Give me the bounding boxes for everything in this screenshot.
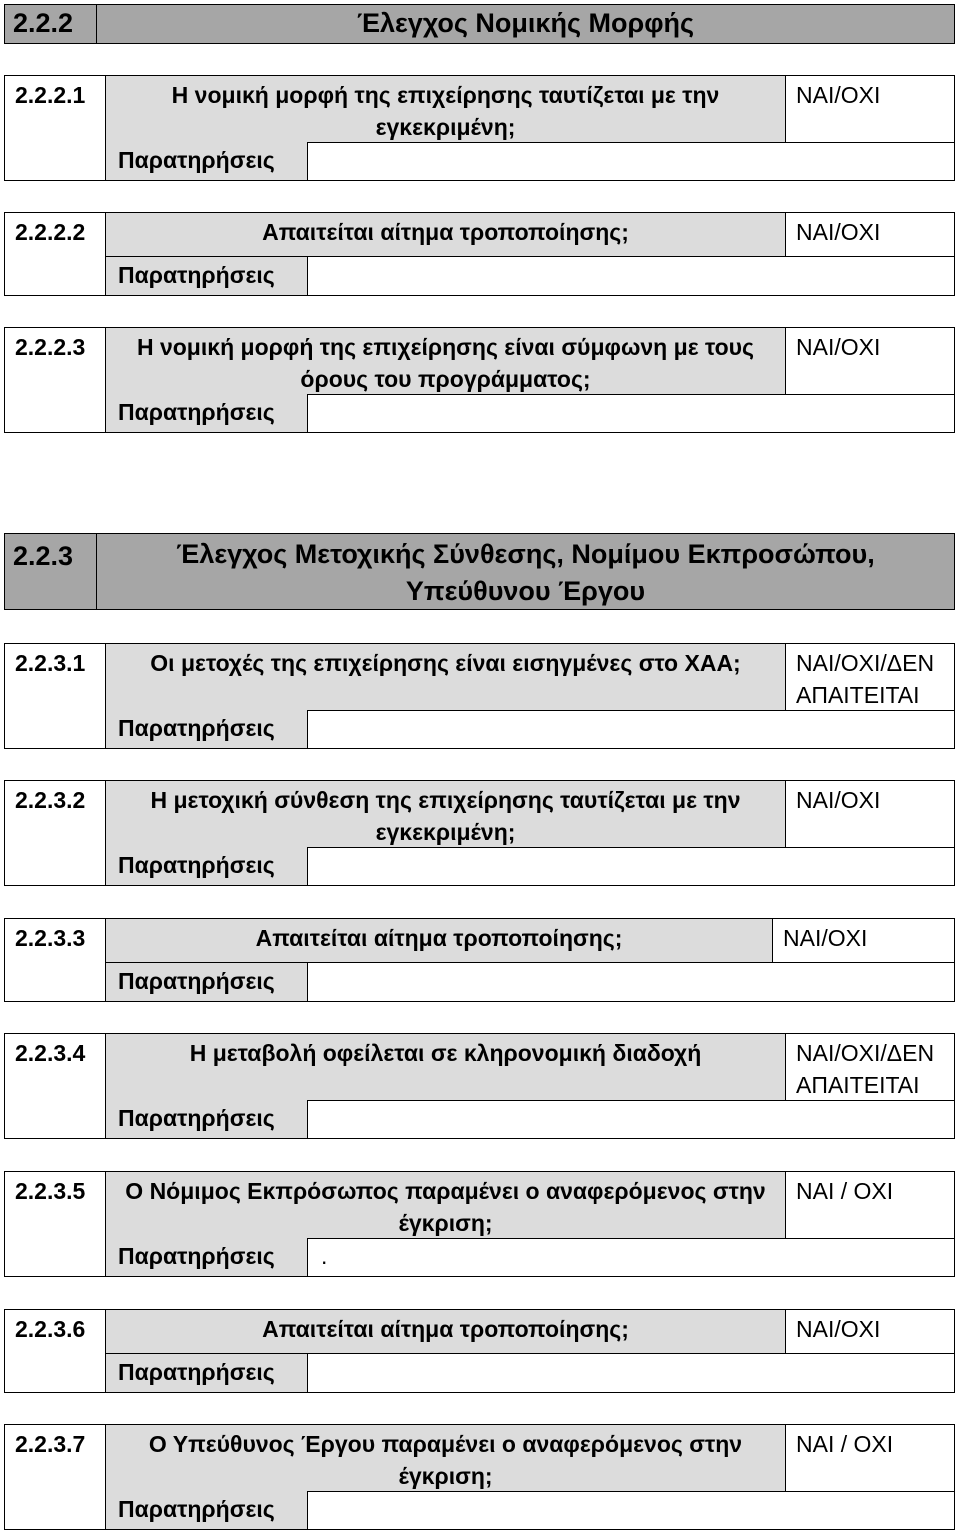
item-id: 2.2.2.1 <box>15 82 86 108</box>
item-answer[interactable]: ΝΑΙ/ΟΧΙ <box>784 1310 954 1354</box>
question-line-2: έγκριση; <box>398 1463 493 1489</box>
checklist-item-2-2-2-2 <box>4 212 955 296</box>
section-number: 2.2.3 <box>5 534 97 609</box>
item-answer[interactable]: ΝΑΙ / ΟΧΙ <box>784 1172 954 1239</box>
checklist-item-2-2-3-6 <box>4 1309 955 1393</box>
observations-label: Παρατηρήσεις <box>105 142 308 180</box>
checklist-item-2-2-3-1 <box>4 643 955 749</box>
checklist-item-2-2-3-7 <box>4 1424 955 1530</box>
observations-label: Παρατηρήσεις <box>105 847 308 885</box>
item-answer[interactable]: ΝΑΙ/ΟΧΙ <box>784 328 954 395</box>
question-line-1: Η νομική μορφή της επιχείρησης ταυτίζεται με την <box>171 82 720 108</box>
item-question <box>105 1310 786 1354</box>
item-question <box>105 213 786 257</box>
observations-label: Παρατηρήσεις <box>105 1354 308 1392</box>
section-title: Έλεγχος Νομικής Μορφής <box>356 8 695 38</box>
item-question <box>105 1425 786 1492</box>
answer-line-2: ΑΠΑΙΤΕΙΤΑΙ <box>796 682 920 708</box>
observations-label: Παρατηρήσεις <box>105 1491 308 1529</box>
observations-label: Παρατηρήσεις <box>105 710 308 748</box>
question-line-1: Η νομική μορφή της επιχείρησης είναι σύμφωνη με τους <box>136 334 755 360</box>
checklist-item-2-2-2-1 <box>4 75 955 181</box>
item-question <box>105 1172 786 1239</box>
item-id: 2.2.3.2 <box>15 787 86 813</box>
item-question <box>105 919 773 963</box>
item-answer[interactable]: ΝΑΙ / ΟΧΙ <box>784 1425 954 1492</box>
question-line-2: έγκριση; <box>398 1210 493 1236</box>
observations-label: Παρατηρήσεις <box>105 257 308 295</box>
item-id: 2.2.3.6 <box>15 1316 86 1342</box>
checklist-item-2-2-3-5 <box>4 1171 955 1277</box>
item-id: 2.2.3.3 <box>15 925 86 951</box>
question-line-1: Απαιτείται αίτημα τροποποίησης; <box>255 925 623 951</box>
question-line-1: Απαιτείται αίτημα τροποποίησης; <box>262 1316 629 1342</box>
checklist-item-2-2-3-4 <box>4 1033 955 1139</box>
observations-label: Παρατηρήσεις <box>105 963 308 1001</box>
item-answer[interactable] <box>784 644 954 711</box>
item-id: 2.2.3.7 <box>15 1431 86 1457</box>
question-line-2: εγκεκριμένη; <box>375 819 516 845</box>
item-answer[interactable]: ΝΑΙ/ΟΧΙ <box>784 781 954 848</box>
question-line-2: όρους του προγράμματος; <box>300 366 591 392</box>
question-line-1: Οι μετοχές της επιχείρησης είναι εισηγμένες στο ΧΑΑ; <box>150 650 741 676</box>
item-id: 2.2.3.1 <box>15 650 86 676</box>
item-answer[interactable]: ΝΑΙ/ΟΧΙ <box>784 213 954 257</box>
checklist-item-2-2-3-3 <box>4 918 955 1002</box>
item-question <box>105 781 786 848</box>
observations-value[interactable]: . <box>321 1243 328 1269</box>
question-line-1: Ο Νόμιμος Εκπρόσωπος παραμένει ο αναφερόμενος στην <box>125 1178 766 1204</box>
observations-label: Παρατηρήσεις <box>105 1238 308 1276</box>
item-id: 2.2.3.5 <box>15 1178 86 1204</box>
item-question <box>105 1034 786 1101</box>
question-line-1: Ο Υπεύθυνος Έργου παραμένει ο αναφερόμενος στην <box>148 1431 743 1457</box>
item-id: 2.2.2.2 <box>15 219 86 245</box>
section-header-2-2-3 <box>4 533 955 610</box>
answer-line-2: ΑΠΑΙΤΕΙΤΑΙ <box>796 1072 920 1098</box>
question-line-1: Απαιτείται αίτημα τροποποίησης; <box>262 219 629 245</box>
item-answer[interactable] <box>784 1034 954 1101</box>
question-line-1: Η μετοχική σύνθεση της επιχείρησης ταυτίζεται με την <box>150 787 741 813</box>
checklist-item-2-2-2-3 <box>4 327 955 433</box>
section-title <box>97 534 954 609</box>
item-question <box>105 644 786 711</box>
item-id: 2.2.2.3 <box>15 334 86 360</box>
checklist-item-2-2-3-2 <box>4 780 955 886</box>
section-title-line-1: Έλεγχος Μετοχικής Σύνθεσης, Νομίμου Εκπροσώπου, <box>176 539 875 569</box>
item-question <box>105 328 786 395</box>
observations-label: Παρατηρήσεις <box>105 1100 308 1138</box>
answer-line-1: ΝΑΙ/ΟΧΙ/ΔΕΝ <box>796 650 935 676</box>
item-answer[interactable]: ΝΑΙ/ΟΧΙ <box>784 76 954 143</box>
item-question <box>105 76 786 143</box>
question-line-1: Η μεταβολή οφείλεται σε κληρονομική διαδοχή <box>189 1040 702 1066</box>
item-answer[interactable]: ΝΑΙ/ΟΧΙ <box>771 919 954 963</box>
question-line-2: εγκεκριμένη; <box>375 114 516 140</box>
item-id: 2.2.3.4 <box>15 1040 86 1066</box>
observations-label: Παρατηρήσεις <box>105 394 308 432</box>
section-title-line-2: Υπεύθυνου Έργου <box>405 576 646 606</box>
answer-line-1: ΝΑΙ/ΟΧΙ/ΔΕΝ <box>796 1040 935 1066</box>
section-header-2-2-2 <box>4 4 955 44</box>
section-number: 2.2.2 <box>5 5 97 43</box>
